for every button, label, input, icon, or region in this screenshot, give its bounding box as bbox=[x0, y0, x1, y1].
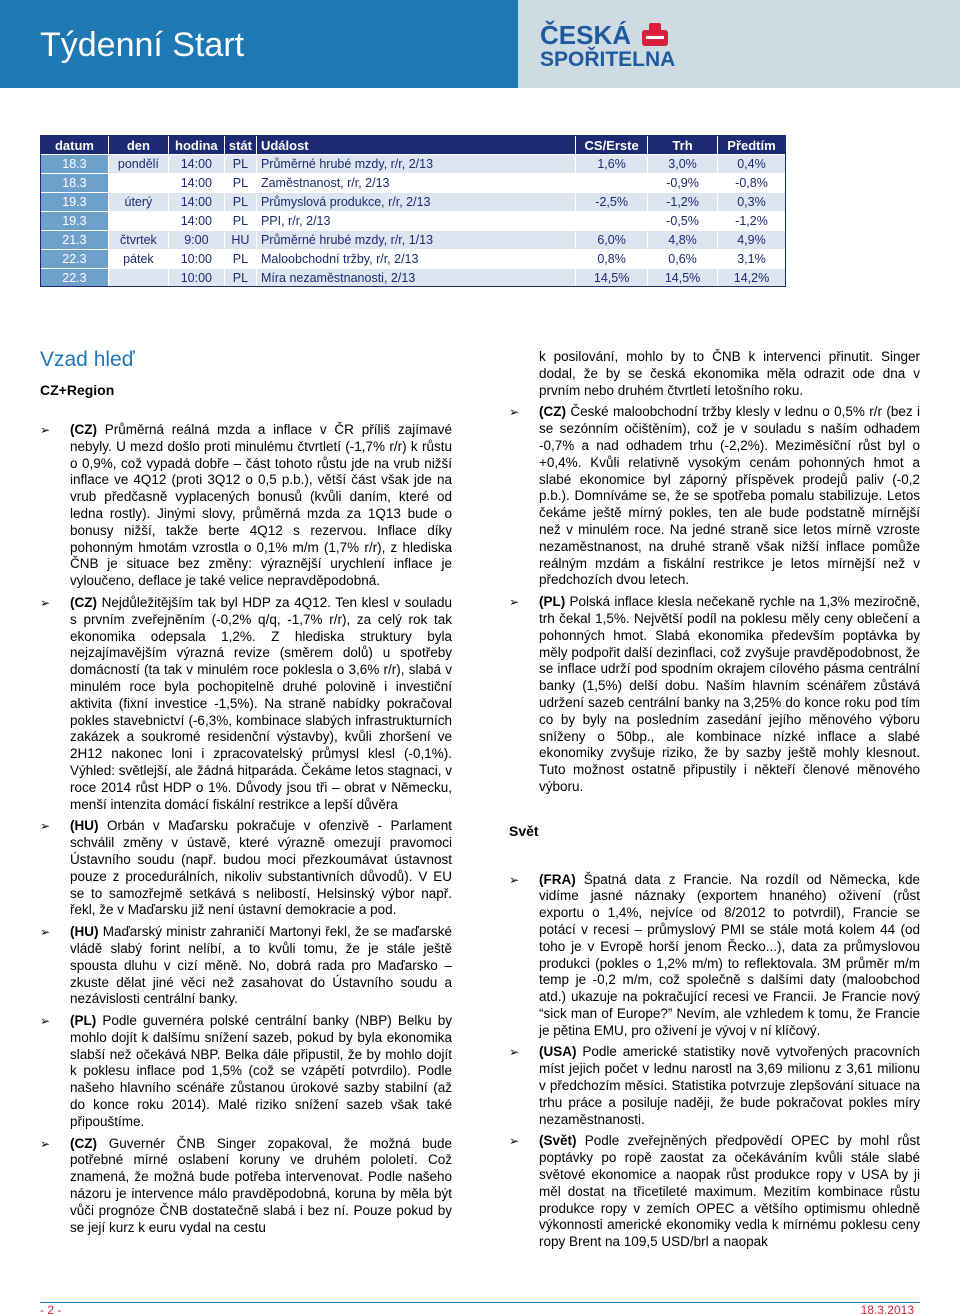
news-text: Průměrná reálná mzda a inflace v ČR příliš zajímavé nebyly. U mezd došlo proti minulému čtvrtletí (-1,7% r/r) k růstu o 0,9%, což vypadá dobře – část tohoto růstu jde na vrub nižší inflace ve 4Q12 (proti 3Q12 o 0,5 p.b.), větší část však jde na vrub předčasně vyplacených bonusů (kvůli daním, které od ledna rostly). Jinými slovy, průměrná mzda za 1Q13 bude o bonusy nižší, takže berte 4Q12 s rezervou. Inflace díky pohonným hmotám vzrostla o 0,1% m/m (1,7% r/r), z hlediska ČNB je situace bez změny: výraznější urychlení inflace je vyloučeno, deflace je také velice nepravděpodobná. bbox=[70, 422, 452, 589]
logo-text-line2: SPOŘITELNA bbox=[540, 48, 676, 71]
continuation-text: k posilování, mohlo by to ČNB k intervenci přinutit. Singer dodal, že by se česká ekonomika měla odrazit ode dna v prvním nebo druhém čtvrtletí letošního roku. bbox=[539, 349, 920, 398]
col-header-country: stát bbox=[224, 136, 256, 155]
cell-prev: 0,4% bbox=[717, 155, 785, 174]
news-tag: (CZ) bbox=[70, 1135, 97, 1151]
cell-time: 14:00 bbox=[168, 155, 224, 174]
economic-calendar-table bbox=[40, 135, 786, 288]
logo-emblem-icon bbox=[640, 22, 670, 46]
cell-cs bbox=[576, 212, 648, 231]
cell-market: -0,9% bbox=[648, 174, 718, 193]
table-row bbox=[41, 269, 786, 288]
cell-day: pondělí bbox=[108, 155, 168, 174]
news-text: Orbán v Maďarsku pokračuje v ofenzivě - Parlament schválil změny v ústavě, které výrazně omezují pravomoci Ústavního soudu (např. budou moci přezkoumávat ústavnost pouze z procedurálních, nikoliv substantivních důvodů). V EU se to samozřejmě setkává s nelibostí, Helsinský výbor např. řekl, že v Maďarsku již není ústavní demokracie a pod. bbox=[70, 818, 452, 918]
cell-market: 3,0% bbox=[648, 155, 718, 174]
col-header-market: Trh bbox=[648, 136, 718, 155]
table-row bbox=[41, 231, 786, 250]
cell-day bbox=[108, 174, 168, 193]
cell-day: čtvrtek bbox=[108, 231, 168, 250]
news-item bbox=[509, 594, 920, 796]
cell-day: úterý bbox=[108, 193, 168, 212]
table-row bbox=[41, 155, 786, 174]
arrow-bullet-icon: ➢ bbox=[509, 595, 520, 610]
news-tag: (PL) bbox=[539, 594, 566, 610]
cell-prev: 14,2% bbox=[717, 269, 785, 288]
table-row bbox=[41, 212, 786, 231]
col-header-cs: CS/Erste bbox=[576, 136, 648, 155]
arrow-bullet-icon: ➢ bbox=[509, 405, 520, 420]
cell-country: HU bbox=[224, 231, 256, 250]
header-title-band bbox=[0, 0, 518, 88]
news-tag: (PL) bbox=[70, 1013, 97, 1029]
news-item bbox=[40, 1013, 452, 1131]
cell-country: PL bbox=[224, 250, 256, 269]
cell-prev: -0,8% bbox=[717, 174, 785, 193]
news-tag: (HU) bbox=[70, 924, 99, 940]
cell-event: Průměrné hrubé mzdy, r/r, 2/13 bbox=[256, 155, 575, 174]
arrow-bullet-icon: ➢ bbox=[40, 819, 51, 834]
table-row bbox=[41, 193, 786, 212]
cell-market: -0,5% bbox=[648, 212, 718, 231]
news-item bbox=[40, 1136, 452, 1237]
news-item bbox=[40, 595, 452, 813]
arrow-bullet-icon: ➢ bbox=[509, 1134, 520, 1149]
news-text: České maloobchodní tržby klesly v lednu o 0,5% r/r (bez i se sezónním očištěním), což je v souladu s naším odhadem -0,7% a nad odhadem trhu (-2,2%). Meziměsíční růst byl o +0,4%. Kvůli relativně vysokým cenám pohonných hmot a slabé ekonomice byl záporný příspěvek prodejů paliv (-0,2 p.b.). Domníváme se, že se spotřeba pomalu stabilizuje. Letos čekáme ještě mírný pokles, ten ale bude podstatně mírnější než v minulém roce. Na jedné straně sice letos mírně vzroste nezaměstnanost, na druhé straně však nižší inflace pomůže reálným mzdám a fiskální restrikce je letos mírnější než v předchozích dvou letech. bbox=[539, 404, 920, 588]
table-row bbox=[41, 250, 786, 269]
cell-market: 0,6% bbox=[648, 250, 718, 269]
cell-prev: 4,9% bbox=[717, 231, 785, 250]
page-header bbox=[0, 0, 960, 88]
news-tag: (USA) bbox=[539, 1044, 577, 1060]
arrow-bullet-icon: ➢ bbox=[509, 1045, 520, 1060]
spacer bbox=[509, 801, 920, 823]
news-text: Maďarský ministr zahraničí Martonyi řekl, že se maďarské vládě slabý forint nelíbí, a to kvůli tomu, že je stále ještě spousta dluhu v cizí měně. No, dobrá rada pro Maďarsko – zkuste dělat jiné věci než zasahovat do Ústavního soudu a nezávislosti centrální banky. bbox=[70, 924, 452, 1007]
news-tag: (CZ) bbox=[539, 404, 566, 420]
news-text: Guvernér ČNB Singer zopakoval, že možná bude potřebné mírné oslabení koruny ve druhém pololetí. Což znamená, že možná bude potřeba intervenovat. Podle našeho názoru je intervence málo pravděpodobná, koruna by měla být vůči prognóze ČNB dostatečně slabá i bez ní. Pouze pokud by se její kurz k euru vydal na cestu bbox=[70, 1135, 452, 1235]
section-title-outlook: Vzad hleď bbox=[40, 348, 135, 371]
cell-date: 21.3 bbox=[41, 231, 109, 250]
cell-cs: 1,6% bbox=[576, 155, 648, 174]
news-text: Podle americké statistiky nově vytvořených pracovních míst jejich počet v lednu narostl na 3,69 milionu z 3,61 milionu v předchozím měsíci. Statistika potvrzuje zlepšování situace na trhu práce a posiluje naději, že bude pokračovat pokles míry nezaměstnanosti. bbox=[539, 1044, 920, 1127]
cell-event: Maloobchodní tržby, r/r, 2/13 bbox=[256, 250, 575, 269]
cell-time: 9:00 bbox=[168, 231, 224, 250]
col-header-prev: Předtím bbox=[717, 136, 785, 155]
news-item bbox=[509, 1044, 920, 1128]
footer-date: 18.3.2013 bbox=[860, 1303, 914, 1314]
cell-date: 22.3 bbox=[41, 269, 109, 288]
col-header-time: hodina bbox=[168, 136, 224, 155]
right-column bbox=[509, 349, 920, 1256]
news-item bbox=[40, 422, 452, 590]
news-text: Polská inflace klesla nečekaně rychle na 1,3% meziročně, trh čekal 1,5%. Největší podíl na poklesu měly ceny oblečení a pohonných hmot. Slabá ekonomika především poptávka by měly podpořit další dezinflaci, což zvyšuje pravděpodobnost, že se inflace udrží pod spodním okrajem cílového pásma centrální banky (1,5%) delší dobu. Naším hlavním scénářem zůstává udržení sazeb centrální banky na 3,25% do konce roku pod tím co by byly na posledním zasedání jejího měnového výboru sníženy o 50bp., ale kombinace nízké inflace a slabé ekonomiky zvyšuje riziko, že by sazby ještě mohly klesnout. Tuto možnost ostatně připustily i někteří členové měnového výboru. bbox=[539, 594, 920, 794]
arrow-bullet-icon: ➢ bbox=[509, 872, 520, 887]
cell-country: PL bbox=[224, 212, 256, 231]
cell-time: 14:00 bbox=[168, 174, 224, 193]
cell-cs: 14,5% bbox=[576, 269, 648, 288]
col-header-event: Událost bbox=[256, 136, 575, 155]
cell-cs: -2,5% bbox=[576, 193, 648, 212]
cell-time: 14:00 bbox=[168, 212, 224, 231]
news-text: Podle guvernéra polské centrální banky (NBP) Belku by mohlo dojít k dalšímu snížení sazeb, pokud by byla ekonomika slabší než očekává NBP. Belka dále připustil, že by mohlo dojít k poklesu inflace pod 1,5% (což se vzápětí potvrdilo). Podle našeho hlavního scénáře zůstanou úrokové sazby stabilní (až do konce roku 2014). Malé riziko snížení sazeb však také připouštíme. bbox=[70, 1013, 452, 1129]
news-item bbox=[40, 818, 452, 919]
news-item bbox=[509, 1133, 920, 1251]
cell-cs: 0,8% bbox=[576, 250, 648, 269]
page-title: Týdenní Start bbox=[40, 26, 245, 64]
col-header-date: datum bbox=[41, 136, 109, 155]
cell-day bbox=[108, 269, 168, 288]
cell-event: Průmyslová produkce, r/r, 2/13 bbox=[256, 193, 575, 212]
cell-prev: 3,1% bbox=[717, 250, 785, 269]
cell-date: 19.3 bbox=[41, 193, 109, 212]
footer-divider bbox=[40, 1302, 920, 1303]
region-heading: CZ+Region bbox=[40, 382, 115, 398]
news-tag: (FRA) bbox=[539, 871, 576, 887]
cell-event: PPI, r/r, 2/13 bbox=[256, 212, 575, 231]
arrow-bullet-icon: ➢ bbox=[40, 925, 51, 940]
arrow-bullet-icon: ➢ bbox=[40, 423, 51, 437]
cell-date: 18.3 bbox=[41, 174, 109, 193]
cell-date: 22.3 bbox=[41, 250, 109, 269]
news-item bbox=[509, 872, 920, 1040]
page-number: - 2 - bbox=[40, 1303, 62, 1314]
cell-time: 10:00 bbox=[168, 269, 224, 288]
logo-text-line1: ČESKÁ bbox=[540, 20, 632, 50]
cell-country: PL bbox=[224, 174, 256, 193]
cell-day: pátek bbox=[108, 250, 168, 269]
cell-market: -1,2% bbox=[648, 193, 718, 212]
cell-event: Míra nezaměstnanosti, 2/13 bbox=[256, 269, 575, 288]
col-header-day: den bbox=[108, 136, 168, 155]
cell-date: 18.3 bbox=[41, 155, 109, 174]
cell-date: 19.3 bbox=[41, 212, 109, 231]
news-text: Špatná data z Francie. Na rozdíl od Německa, kde vidíme jasné náznaky (exportem hnaného) oživení (růst exportu o 1,4%, nejvíce od 8/2012 to potvrdil), Francie se potácí v recesi – průmyslový PMI se stále motá kolem 44 (od toho je v Evropě horší jenom Řecko...), data za průmyslovou produkci (pokles o 1,2% m/m) to reflektovala. 3M průměr m/m temp je -0,2 m/m, což společně s dalšími daty (maloobchod atd.) ukazuje na pokračující recesi ve Francii. Je Francie nový “sick man of Europe?” Nevím, ale vzhledem k tomu, že Francie je pětina EMU, pro oživení je vývoj v ní klíčový. bbox=[539, 871, 920, 1038]
cell-event: Průměrné hrubé mzdy, r/r, 1/13 bbox=[256, 231, 575, 250]
news-tag: (HU) bbox=[70, 818, 99, 834]
cell-cs bbox=[576, 174, 648, 193]
cell-event: Zaměstnanost, r/r, 2/13 bbox=[256, 174, 575, 193]
cell-country: PL bbox=[224, 155, 256, 174]
news-tag: (CZ) bbox=[70, 422, 97, 437]
news-tag: (CZ) bbox=[70, 594, 97, 610]
table-row bbox=[41, 174, 786, 193]
arrow-bullet-icon: ➢ bbox=[40, 595, 51, 610]
world-heading: Svět bbox=[509, 822, 539, 839]
cell-country: PL bbox=[224, 269, 256, 288]
left-column bbox=[40, 422, 452, 1241]
news-tag: (Svět) bbox=[539, 1133, 577, 1149]
cell-time: 10:00 bbox=[168, 250, 224, 269]
news-text: Nejdůležitějším tak byl HDP za 4Q12. Ten klesl v souladu s prvním zveřejněním (-0,2% q/q, -1,7% r/r), za celý rok tak ekonomika odepsala 1,2%. Z hlediska struktury byla nejzajímavějším výrazná revize (směrem dolů) u spotřeby domácností (ta tak v minulém roce poklesla o 3,6% r/r), slabá v minulém roce byla pochopitelně druhé polovině i investiční aktivita (fixní investice -1,5%). Na straně nabídky pokračoval pokles stavebnictví (-6,3%, kombinace slabých infrastrukturních zakázek a soukromé residenční výstavby), kvůli zhoršení ve 2H12 nakonec loni i zpracovatelský průmysl klesl (-0,1%). Výhled: světlejší, ale žádná hitparáda. Čekáme letos stagnaci, v roce 2014 růst HDP o 1%. Důvody jsou tři – obrat v Německu, menší intenzita domácí fiskální restrikce a lepší důvěra bbox=[70, 594, 452, 812]
cell-day bbox=[108, 212, 168, 231]
ceska-sporitelna-logo bbox=[540, 20, 700, 76]
cell-market: 14,5% bbox=[648, 269, 718, 288]
cell-market: 4,8% bbox=[648, 231, 718, 250]
arrow-bullet-icon: ➢ bbox=[40, 1136, 51, 1151]
news-text: Podle zveřejněných předpovědí OPEC by mohl růst poptávky po ropě zaostat za očekáváním kvůli stále slabé světové ekonomice a naopak růst produkce ropy v USA by ji měl dostat na třicetileté maximum. Mezitím kombinace růstu produkce ropy v zemích OPEC a většího optimismu ohledně výkonnosti americké ekonomiky vedla k mírnému poklesu ceny ropy Brent na 109,5 USD/brl a naopak bbox=[539, 1133, 920, 1250]
arrow-bullet-icon: ➢ bbox=[40, 1014, 51, 1029]
news-item bbox=[509, 404, 920, 589]
calendar-header-row bbox=[41, 136, 786, 155]
cell-cs: 6,0% bbox=[576, 231, 648, 250]
cell-prev: -1,2% bbox=[717, 212, 785, 231]
cell-prev: 0,3% bbox=[717, 193, 785, 212]
cell-time: 14:00 bbox=[168, 193, 224, 212]
cell-country: PL bbox=[224, 193, 256, 212]
news-item bbox=[40, 924, 452, 1008]
